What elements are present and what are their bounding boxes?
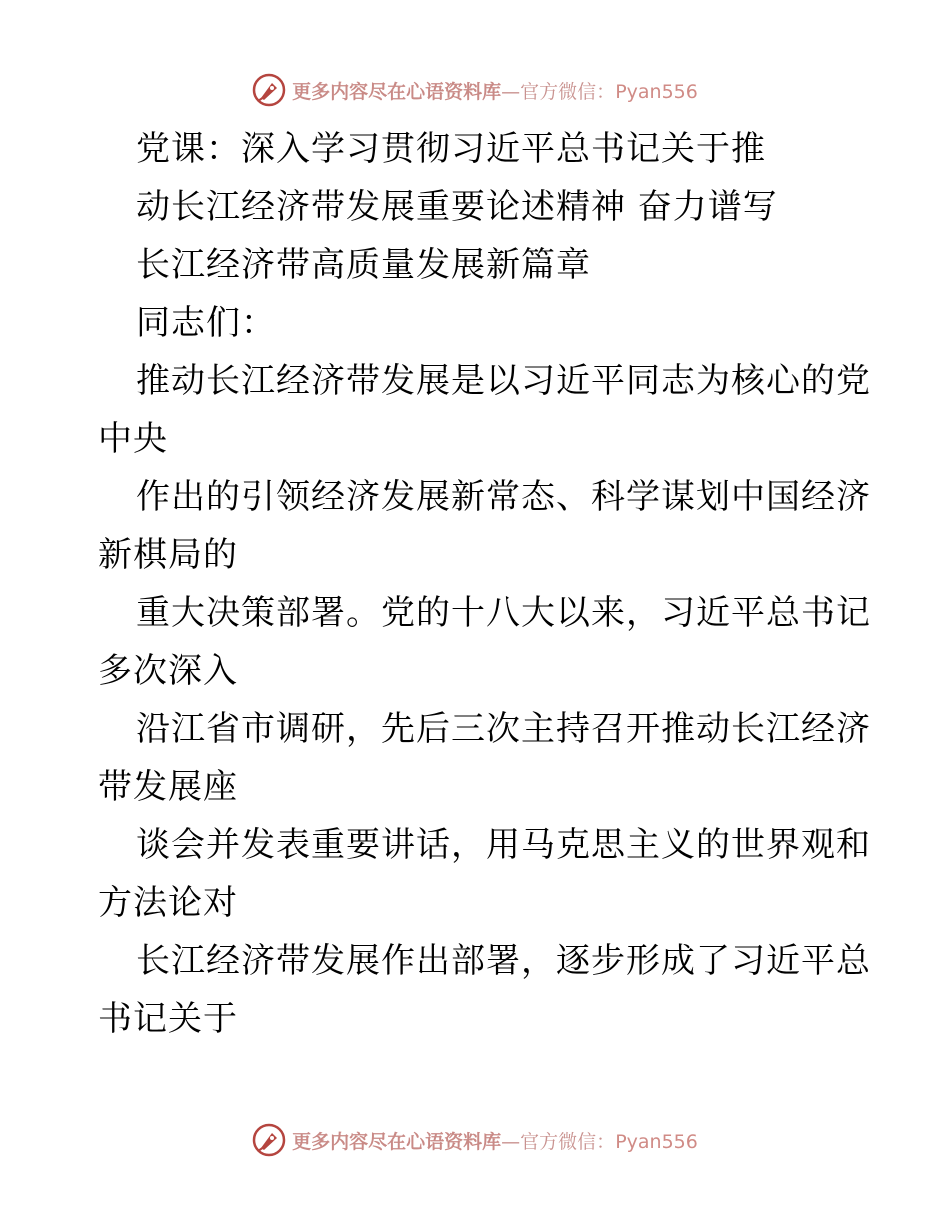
library-name: 更多内容尽在心语资料库: [292, 80, 502, 103]
paragraph-line: 重大决策部署。党的十八大以来，习近平总书记: [136, 593, 871, 633]
paragraph-line: 推动长江经济带发展是以习近平同志为核心的党: [136, 361, 871, 401]
title-line-2: 动长江经济带发展重要论述精神 奋力谱写: [136, 187, 778, 227]
footer-banner: [0, 1120, 950, 1160]
paragraph-line: 带发展座: [98, 767, 238, 807]
header-banner-text: [292, 77, 698, 104]
paragraph-line: 沿江省市调研，先后三次主持召开推动长江经济: [136, 709, 871, 749]
paragraph-line: 谈会并发表重要讲话，用马克思主义的世界观和: [136, 825, 871, 865]
paragraph-line: 新棋局的: [98, 535, 238, 575]
title-line-1: 党课：深入学习贯彻习近平总书记关于推: [136, 129, 766, 169]
wechat-id: Pyan556: [615, 80, 698, 103]
document-body: [98, 120, 871, 1048]
wechat-id: Pyan556: [615, 1130, 698, 1153]
footer-banner-text: [292, 1127, 698, 1154]
title-line-3: 长江经济带高质量发展新篇章: [136, 245, 591, 285]
official-wechat-label: 官方微信：: [520, 1130, 616, 1153]
library-name: 更多内容尽在心语资料库: [292, 1130, 502, 1153]
footer-banner-content: [252, 1123, 698, 1157]
official-wechat-label: 官方微信：: [520, 80, 616, 103]
paragraph-line: 中央: [98, 419, 168, 459]
banner-dash: —: [501, 1130, 521, 1153]
banner-dash: —: [501, 80, 521, 103]
header-banner-content: [252, 73, 698, 107]
header-banner: [0, 70, 950, 110]
pen-nib-logo-icon: [252, 1123, 286, 1157]
paragraph-line: 方法论对: [98, 883, 238, 923]
paragraph-line: 作出的引领经济发展新常态、科学谋划中国经济: [136, 477, 871, 517]
paragraph-line: 长江经济带发展作出部署，逐步形成了习近平总: [136, 941, 871, 981]
salutation: 同志们：: [136, 303, 276, 343]
paragraph-line: 多次深入: [98, 651, 238, 691]
pen-nib-logo-icon: [252, 73, 286, 107]
paragraph-line: 书记关于: [98, 999, 238, 1039]
